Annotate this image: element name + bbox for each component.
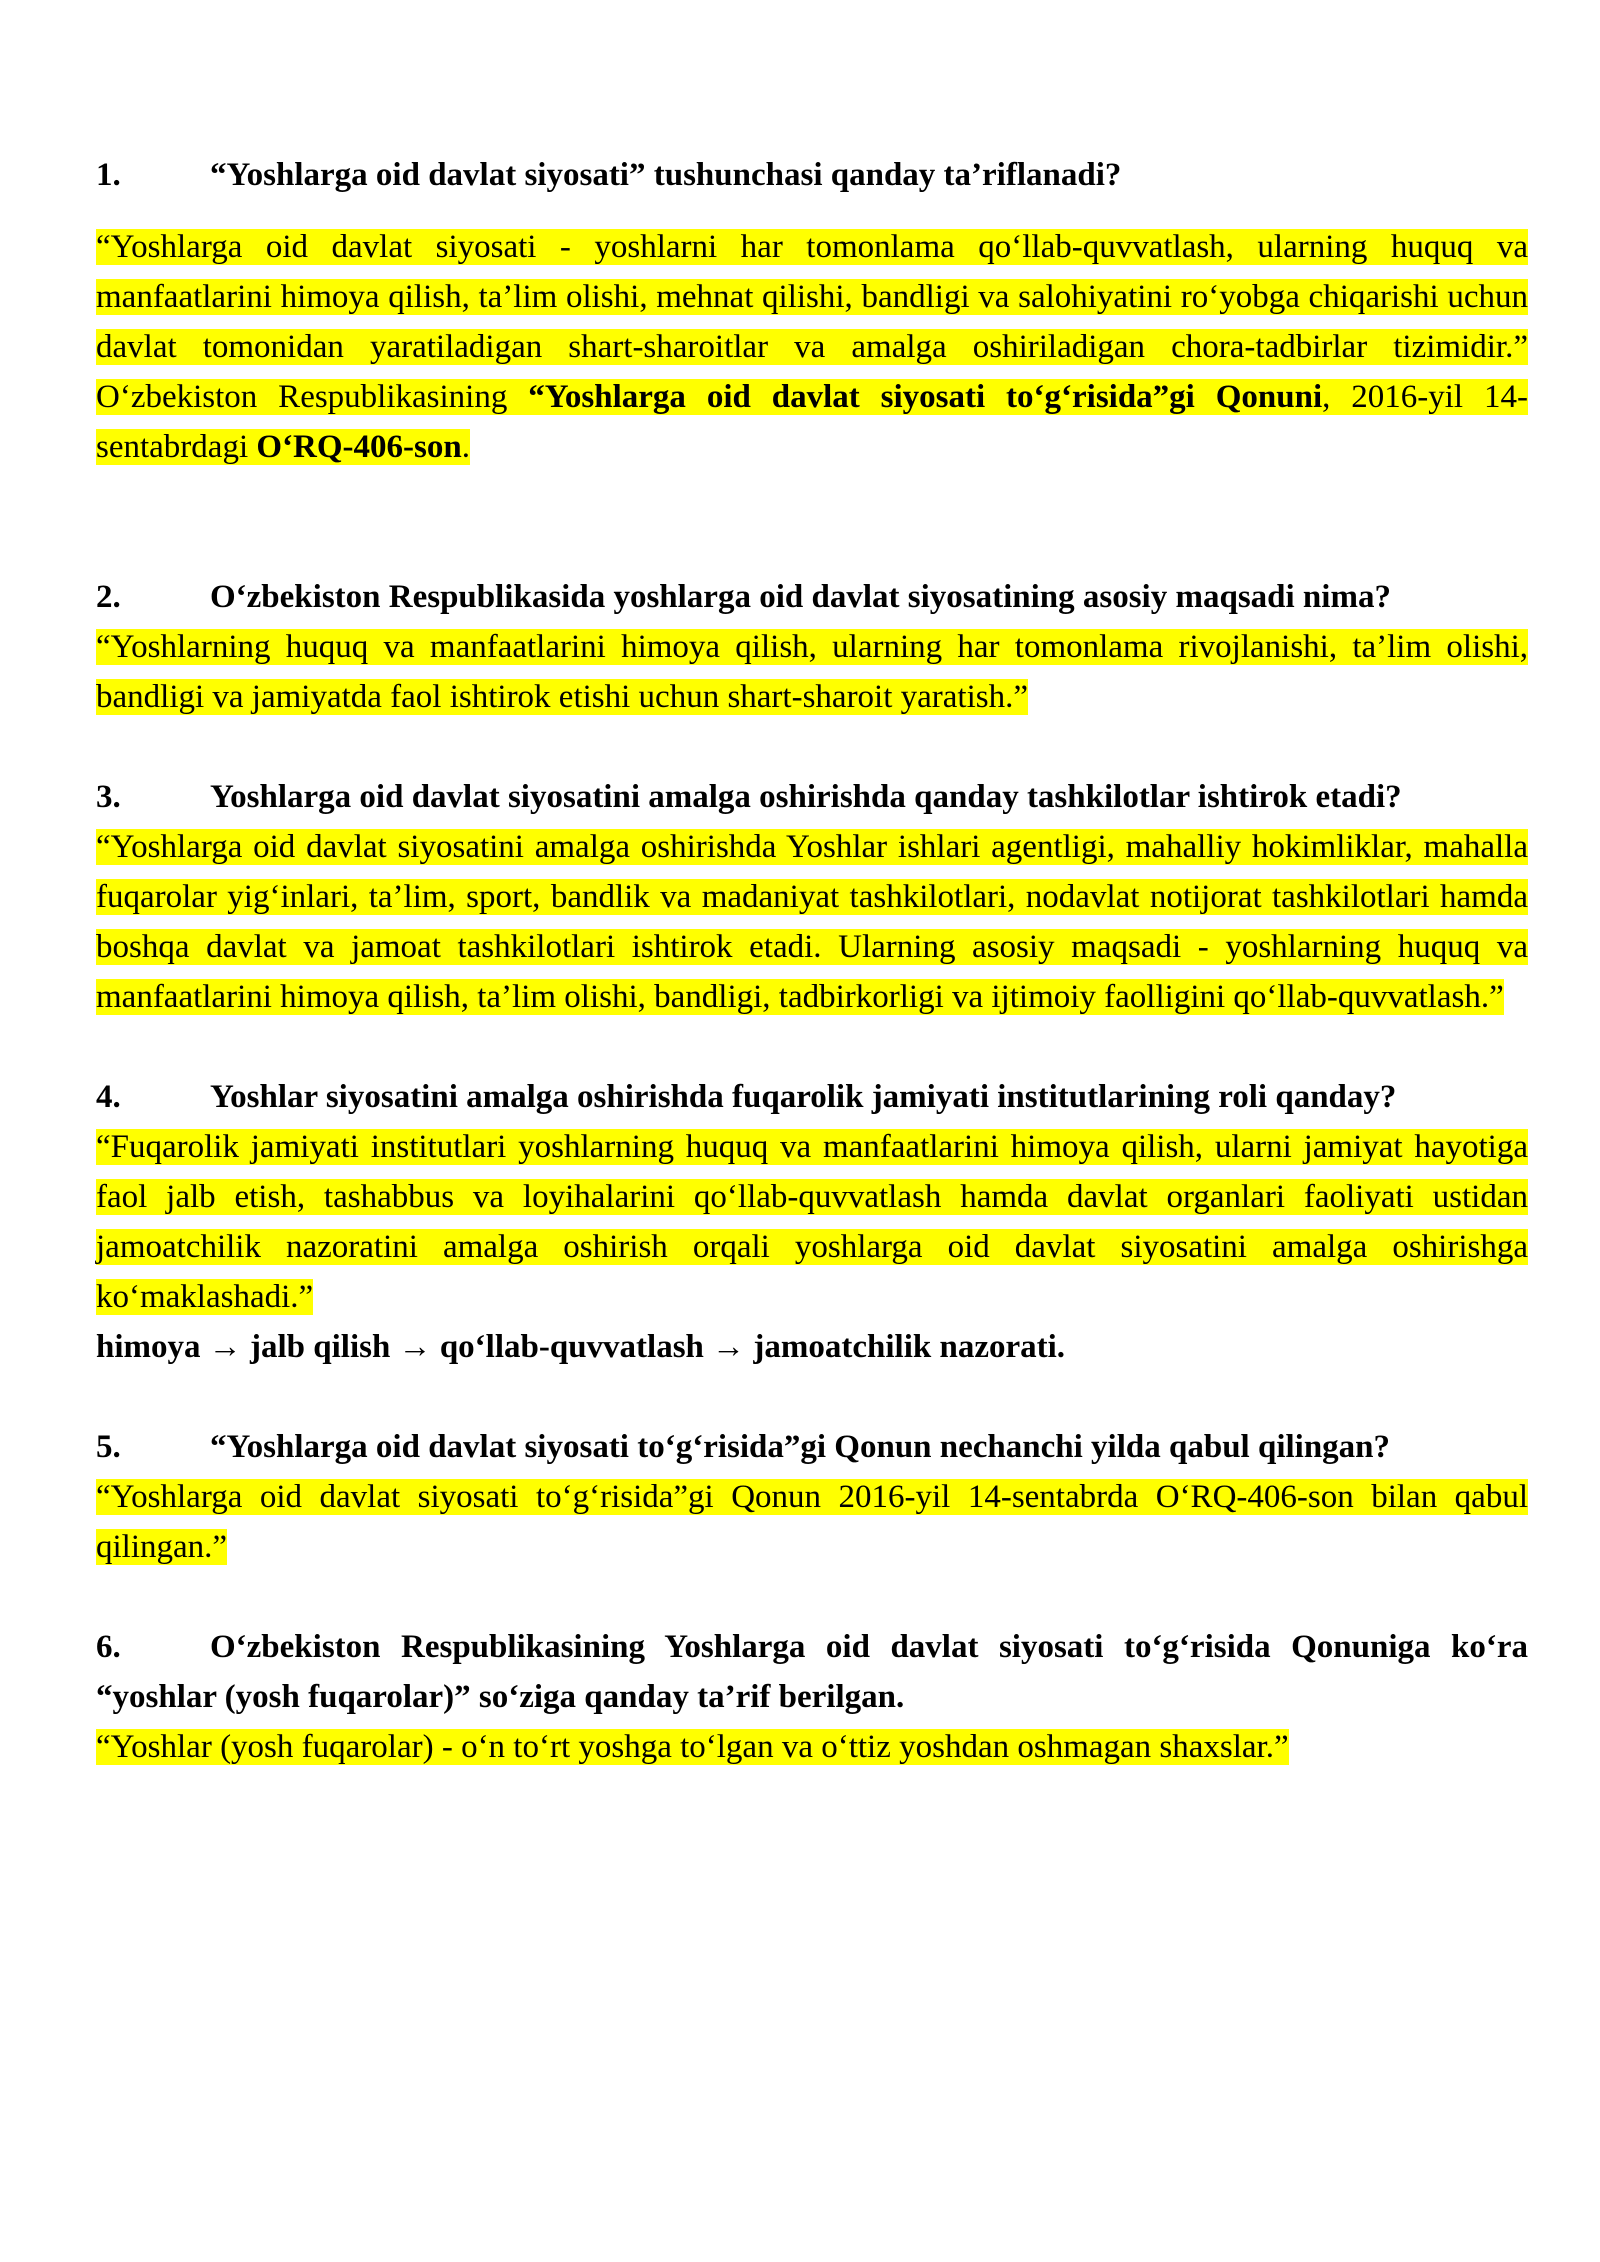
answer-4 (96, 1122, 1528, 1322)
question-number: 2. (96, 579, 121, 615)
question-number: 4. (96, 1079, 121, 1115)
answer-text-date: , 2016-yil 14-sentabrdagi (96, 379, 1528, 465)
answer-text: “Yoshlarga oid davlat siyosati - yoshlarni har tomonlama qo‘llab-quvvatlash, ularning huquq va manfaatlarini himoya qilish, ta’lim olishi, mehnat qilishi, bandligi va salohiyatini ro‘yobga chiqarishi uchun davlat tomonidan yaratiladigan shart-sharoitlar va amalga oshiriladigan chora-tadbirlar tizimidir.” O‘zbekiston Respublikasining (96, 229, 1528, 415)
answer-text: “Yoshlarga oid davlat siyosati to‘g‘risida”gi Qonun 2016-yil 14-sentabrda O‘RQ-406-son bilan qabul qilingan.” (96, 1479, 1528, 1565)
answer-5 (96, 1472, 1528, 1572)
question-text: Yoshlar siyosatini amalga oshirishda fuqarolik jamiyati institutlarining roli qanday? (210, 1079, 1397, 1115)
answer-text: “Yoshlarga oid davlat siyosatini amalga oshirishda Yoshlar ishlari agentligi, mahalliy hokimliklar, mahalla fuqarolar yig‘inlari, ta’lim, sport, bandlik va madaniyat tashkilotlari, nodavlat notijorat tashkilotlari hamda boshqa davlat va jamoat tashkilotlari ishtirok etadi. Ularning asosiy maqsadi - yoshlarning huquq va manfaatlarini himoya qilish, ta’lim olishi, bandligi, tadbirkorligi va ijtimoiy faolligini qo‘llab-quvvatlash.” (96, 829, 1528, 1015)
law-title: “Yoshlarga oid davlat siyosati to‘g‘risida”gi Qonuni (528, 379, 1323, 415)
question-3 (96, 772, 1528, 822)
question-number: 1. (96, 157, 121, 193)
question-number: 3. (96, 779, 121, 815)
question-5 (96, 1422, 1528, 1472)
question-number: 6. (96, 1629, 121, 1665)
question-4 (96, 1072, 1528, 1122)
summary-note: himoya → jalb qilish → qo‘llab-quvvatlash → jamoatchilik nazorati. (96, 1329, 1066, 1365)
question-2 (96, 572, 1528, 622)
answer-text-end: . (461, 429, 470, 465)
question-1 (96, 150, 1528, 200)
law-number: O‘RQ-406-son (256, 429, 462, 465)
question-number: 5. (96, 1429, 121, 1465)
answer-text: “Yoshlarning huquq va manfaatlarini himoya qilish, ularning har tomonlama rivojlanishi, ta’lim olishi, bandligi va jamiyatda faol ishtirok etishi uchun shart-sharoit yaratish.” (96, 629, 1528, 715)
question-6 (96, 1622, 1528, 1722)
answer-1 (96, 222, 1528, 472)
question-text: “Yoshlarga oid davlat siyosati to‘g‘risida”gi Qonun nechanchi yilda qabul qilingan? (210, 1429, 1391, 1465)
answer-text: “Yoshlar (yosh fuqarolar) - o‘n to‘rt yoshga to‘lgan va o‘ttiz yoshdan oshmagan shaxslar.” (96, 1729, 1289, 1765)
question-text: Yoshlarga oid davlat siyosatini amalga oshirishda qanday tashkilotlar ishtirok etadi? (210, 779, 1402, 815)
document-page (96, 150, 1528, 1772)
answer-6 (96, 1722, 1528, 1772)
answer-text: “Fuqarolik jamiyati institutlari yoshlarning huquq va manfaatlarini himoya qilish, ularni jamiyat hayotiga faol jalb etish, tashabbus va loyihalarini qo‘llab-quvvatlash hamda davlat organlari faoliyati ustidan jamoatchilik nazoratini amalga oshirish orqali yoshlarga oid davlat siyosatini amalga oshirishga ko‘maklashadi.” (96, 1129, 1528, 1315)
answer-3 (96, 822, 1528, 1022)
answer-2 (96, 622, 1528, 722)
question-text: “Yoshlarga oid davlat siyosati” tushunchasi qanday ta’riflanadi? (210, 157, 1122, 193)
question-text: O‘zbekiston Respublikasining Yoshlarga oid davlat siyosati to‘g‘risida Qonuniga ko‘ra “yoshlar (yosh fuqarolar)” so‘ziga qanday ta’rif berilgan. (96, 1629, 1528, 1715)
question-text: O‘zbekiston Respublikasida yoshlarga oid davlat siyosatining asosiy maqsadi nima? (210, 579, 1391, 615)
